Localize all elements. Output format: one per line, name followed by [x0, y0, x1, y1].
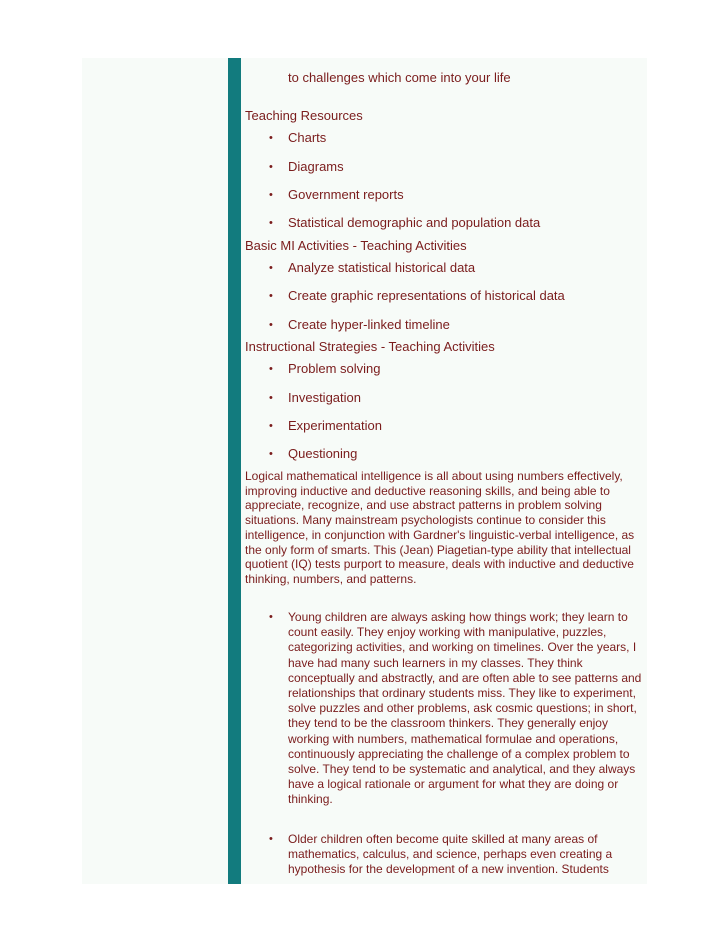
bullet-icon: • — [269, 319, 273, 331]
list-item: Create graphic representations of historical data — [288, 288, 565, 303]
list-item: Questioning — [288, 446, 358, 461]
bullet-icon: • — [269, 132, 273, 144]
bullet-icon: • — [269, 217, 273, 229]
bullet-icon: • — [269, 448, 273, 460]
instructional-strategies-heading: Instructional Strategies - Teaching Activities — [245, 339, 495, 354]
logical-intelligence-paragraph: Logical mathematical intelligence is all about using numbers effectively, improving inductive and deductive reasoning skills, and being able to appreciate, recognize, and use abstract patterns in problem solving situations. Many mainstream psychologists continue to consider this intelligence, in conjunction with Gardner's linguistic-verbal intelligence, as the only form of smarts. This (Jean) Piagetian-type ability that intellectual quotient (IQ) tests purport to measure, deals with inductive and deductive thinking, numbers, and patterns. — [245, 469, 635, 586]
bullet-icon: • — [269, 189, 273, 201]
document-content — [245, 58, 645, 884]
bullet-icon: • — [269, 290, 273, 302]
bullet-icon: • — [269, 392, 273, 404]
list-item: Experimentation — [288, 418, 382, 433]
teaching-resources-heading: Teaching Resources — [245, 108, 363, 123]
list-item: Government reports — [288, 187, 404, 202]
bullet-icon: • — [269, 611, 273, 623]
young-children-bullet: Young children are always asking how things work; they learn to count easily. They enjoy working with manipulative, puzzles, categorizing activities, and working on timelines. Over the years, I have had many such learners in my classes. They think conceptually and abstractly, and are often able to see patterns and relationships that ordinary students miss. They like to experiment, solve puzzles and other problems, ask cosmic questions; in short, they tend to be the classroom thinkers. They generally enjoy working with numbers, mathematical formulae and operations, continuously appreciating the challenge of a complex problem to solve. They tend to be systematic and analytical, and they always have a logical rationale or argument for what they are doing or thinking. — [288, 610, 642, 807]
bullet-icon: • — [269, 262, 273, 274]
bullet-icon: • — [269, 420, 273, 432]
list-item: Diagrams — [288, 159, 344, 174]
list-item: Analyze statistical historical data — [288, 260, 476, 275]
list-item: Investigation — [288, 390, 361, 405]
older-children-bullet: Older children often become quite skilled at many areas of mathematics, calculus, and science, perhaps even creating a hypothesis for the development of a new invention. Students — [288, 832, 613, 877]
list-item: Statistical demographic and population data — [288, 215, 541, 230]
intro-line: to challenges which come into your life — [288, 70, 511, 85]
list-item: Problem solving — [288, 361, 381, 376]
list-item: Charts — [288, 130, 327, 145]
bullet-icon: • — [269, 833, 273, 845]
bullet-icon: • — [269, 161, 273, 173]
accent-bar — [228, 58, 241, 884]
bullet-icon: • — [269, 363, 273, 375]
basic-mi-activities-heading: Basic MI Activities - Teaching Activities — [245, 238, 467, 253]
list-item: Create hyper-linked timeline — [288, 317, 450, 332]
